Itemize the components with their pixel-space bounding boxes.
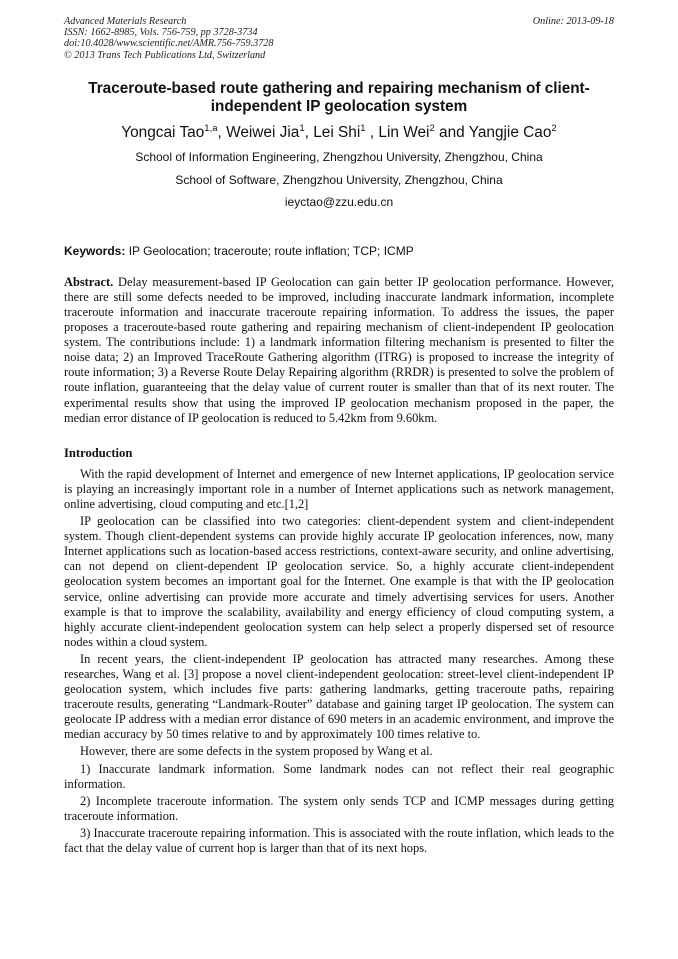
author-affiliation-mark: 1,a [204, 122, 218, 134]
paragraph: In recent years, the client-independent IP geolocation has attracted many researches. Among these researches, Wang et al. [3] propose a novel client-independent geolocation: street-level client-independent IP geolocation system, which includes five parts: gathering landmarks, getting traceroute paths, repairing traceroute results, generating “Landmark-Router” database and gaining target IP geolocation. The system can geolocate IP address with a median error distance of 690 meters in an academic environment, and improve the median accuracy by 50 times relative to and by approximately 100 times relative to. [64, 651, 614, 742]
author-name: Yongcai Tao [121, 123, 205, 141]
abstract-text: Delay measurement-based IP Geolocation can gain better IP geolocation performance. However, there are still some defects needed to be improved, including inaccurate landmark information, incomplete traceroute information and inaccurate traceroute repairing information. To address the issues, the paper proposes a traceroute-based route gathering and repairing mechanism of client-independent IP geolocation system. The contributions include: 1) a landmark information filtering mechanism is presented to filter the noise data; 2) an Improved TraceRoute Gathering algorithm (ITRG) is proposed to increase the integrity of route information; 3) a Reverse Route Delay Repairing algorithm (RRDR) is presented to solve the problem of route inflation, guaranteeing that the delay value of current router is smaller than that of its next router. The experimental results show that using the improved IP geolocation mechanism proposed in the paper, the median error distance of IP geolocation is reduced to 5.42km from 9.60km. [64, 274, 614, 425]
affiliation-2: School of Software, Zhengzhou University, Zhengzhou, China [175, 172, 503, 187]
author-name: Yangjie Cao [468, 123, 552, 141]
paper-page [64, 16, 614, 856]
abstract [64, 275, 614, 426]
author-affiliation-mark: 1 [360, 122, 366, 134]
paragraph: 1) Inaccurate landmark information. Some landmark nodes can not reflect their real geographic information. [64, 761, 614, 791]
journal-header [64, 16, 614, 61]
section-heading: Introduction [64, 445, 133, 460]
author-separator: , [365, 123, 379, 141]
affiliation-1: School of Information Engineering, Zhengzhou University, Zhengzhou, China [135, 149, 543, 164]
paragraph: IP geolocation can be classified into two categories: client-dependent system and client-independent system. Though client-dependent systems can provide highly accurate IP geolocation inferences, now, many Internet applications such as location-based access restrictions, context-aware security, and online advertising, can not depend on client-dependent IP geolocation service. So, a highly accurate client-independent geolocation system becomes an important goal for the Internet. One example is that with the IP geolocation service, online advertising can provide more accurate and timely advertising services for users. Another example is that to improve the scalability, availability and energy efficiency of cloud computing system, a highly accurate client-independent geolocation system can help select a properly dispersed set of resource nodes within a cloud system. [64, 514, 614, 649]
online-date: Online: 2013-09-18 [532, 16, 614, 27]
author-affiliation-mark: 2 [551, 122, 557, 134]
paper-title: Traceroute-based route gathering and repairing mechanism of client-independent IP geolocation system [88, 79, 590, 115]
journal-name: Advanced Materials Research [64, 16, 187, 27]
author-name: Lin Wei [378, 123, 430, 141]
issn-line: ISSN: 1662-8985, Vols. 756-759, pp 3728-3734 [64, 27, 258, 39]
author-name: Lei Shi [313, 123, 361, 141]
author-separator: , [304, 123, 314, 141]
paragraph: With the rapid development of Internet and emergence of new Internet applications, IP geolocation service is playing an increasingly important role in a number of Internet applications such as network management, online advertising, cloud computing and etc.[1,2] [64, 466, 614, 511]
abstract-label: Abstract. [64, 274, 114, 289]
author-name: Weiwei Jia [226, 123, 300, 141]
author-email: ieyctao@zzu.edu.cn [284, 194, 394, 209]
author-list [64, 124, 614, 142]
keywords-label: Keywords: [64, 243, 126, 258]
paragraph: However, there are some defects in the system proposed by Wang et al. [80, 744, 433, 759]
doi-line: doi:10.4028/www.scientific.net/AMR.756-759.3728 [64, 38, 274, 50]
paragraph: 3) Inaccurate traceroute repairing information. This is associated with the route inflation, which leads to the fact that the delay value of current hop is larger than that of its next hops. [64, 825, 614, 855]
paragraph: 2) Incomplete traceroute information. The system only sends TCP and ICMP messages during getting traceroute information. [64, 793, 614, 823]
author-separator: and [434, 123, 469, 141]
author-separator: , [217, 123, 227, 141]
author-affiliation-mark: 2 [429, 122, 435, 134]
author-affiliation-mark: 1 [299, 122, 305, 134]
keywords-text: IP Geolocation; traceroute; route inflation; TCP; ICMP [125, 243, 414, 258]
copyright-line: © 2013 Trans Tech Publications Ltd, Switzerland [64, 49, 266, 61]
keywords [64, 244, 614, 258]
introduction-body [64, 467, 614, 856]
